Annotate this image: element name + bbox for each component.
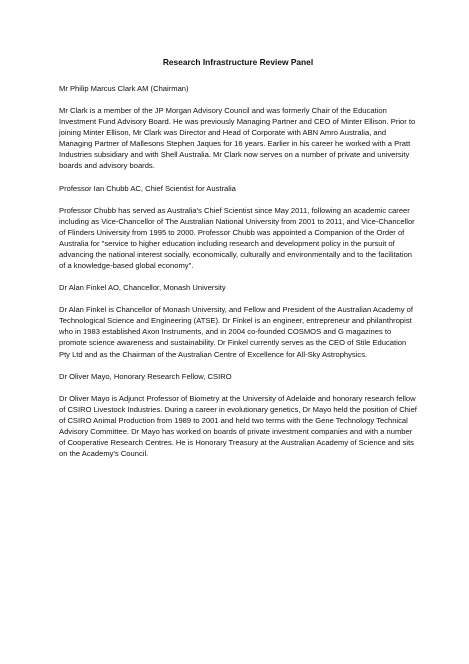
member-bio: Dr Oliver Mayo is Adjunct Professor of Biometry at the University of Adelaide and honorary research fellow of CSIRO Livestock Industries. During a career in evolutionary genetics, Dr Mayo held the position of Chief of CSIRO Animal Production from 1989 to 2001 and held two terms with the Gene Technology Technical Advisory Committee. Dr Mayo has worked on boards of private investment companies and with a number of Cooperative Research Centres. He is Honorary Treasury at the Australian Academy of Science and sits on the Academy's Council. xyxy=(59,393,417,459)
member-heading: Dr Oliver Mayo, Honorary Research Fellow, CSIRO xyxy=(59,371,232,381)
panel-member-clark xyxy=(59,83,417,172)
member-heading: Dr Alan Finkel AO, Chancellor, Monash University xyxy=(59,283,226,293)
document-title: Research Infrastructure Review Panel xyxy=(162,57,314,67)
member-heading: Professor Ian Chubb AC, Chief Scientist for Australia xyxy=(59,183,236,193)
member-bio: Mr Clark is a member of the JP Morgan Advisory Council and was formerly Chair of the Education Investment Fund Advisory Board. He was previously Managing Partner and CEO of Minter Ellison. Prior to joining Minter Ellison, Mr Clark was Director and Head of Corporate with ABN Amro Australia, and Managing Partner of Mallesons Stephen Jaques for 16 years. Earlier in his career he worked with a Pratt Industries subsidiary and with Shell Australia. Mr Clark now serves on a number of private and university boards and advisory boards. xyxy=(59,106,416,171)
member-bio: Professor Chubb has served as Australia's Chief Scientist since May 2011, following an academic career including as Vice-Chancellor of The Australian National University from 2001 to 2011, and Vice-Chancellor of Flinders University from 1995 to 2000. Professor Chubb was appointed a Companion of the Order of Australia for "service to higher education including research and development policy in the pursuit of advancing the national interest socially, economically, culturally and environmentally and to the facilitation of a knowledge-based global economy". xyxy=(59,205,415,271)
member-heading: Mr Philip Marcus Clark AM (Chairman) xyxy=(59,84,189,93)
panel-member-finkel xyxy=(59,282,417,359)
member-bio: Dr Alan Finkel is Chancellor of Monash University, and Fellow and President of the Australian Academy of Technological Science and Engineering (ATSE). Dr Finkel is an engineer, entrepreneur and philanthropist who in 1983 established Axon Instruments, and in 2004 co-founded COSMOS and G magazines to promote science awareness and sustainability. Dr Finkel currently serves as the CEO of Stile Education Pty Ltd and as the Chairman of the Australian Centre of Excellence for All-Sky Astrophysics. xyxy=(59,305,413,359)
panel-member-mayo xyxy=(59,371,417,460)
document-page xyxy=(59,57,417,470)
panel-member-chubb xyxy=(59,183,417,272)
